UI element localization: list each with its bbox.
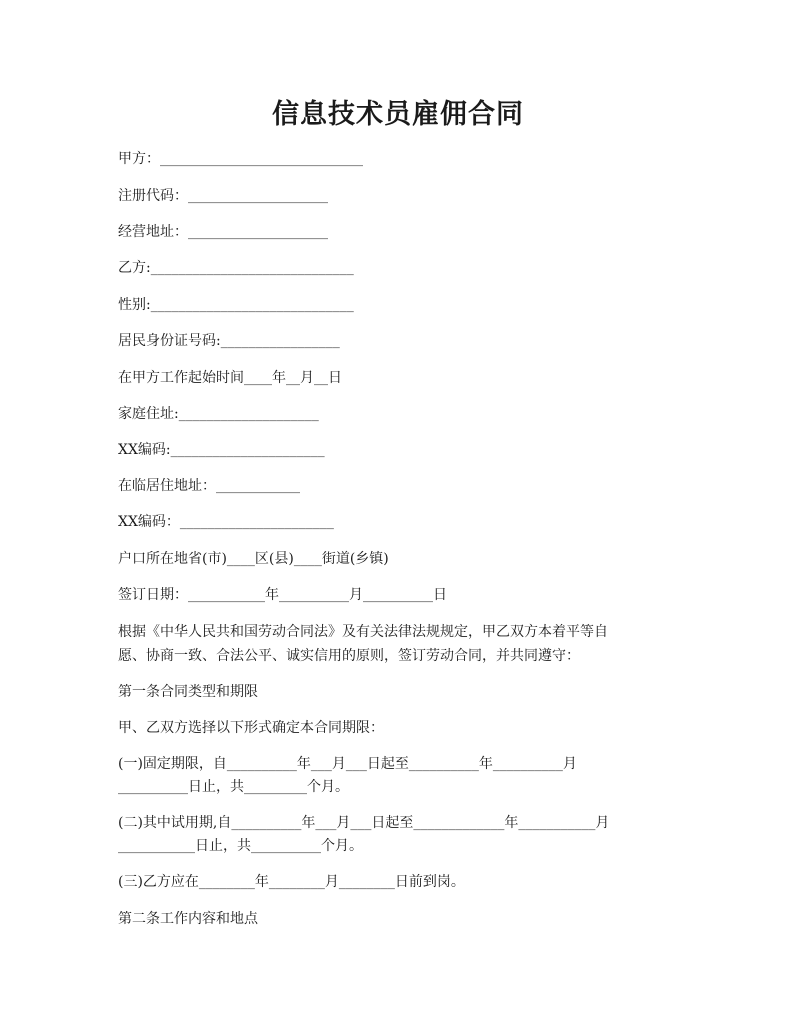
postcode-field-2: XX编码：______________________	[118, 514, 334, 530]
document-title: 信息技术员雇佣合同	[272, 99, 524, 130]
article-2-heading: 第二条工作内容和地点	[118, 911, 258, 927]
preamble-line-2: 愿、协商一致、合法公平、诚实信用的原则，签订劳动合同，并共同遵守：	[118, 648, 580, 664]
article-1-heading: 第一条合同类型和期限	[118, 684, 258, 700]
registration-code-field: 注册代码：____________________	[118, 188, 328, 204]
home-address-field: 家庭住址:____________________	[118, 406, 319, 422]
id-number-field: 居民身份证号码:_________________	[118, 333, 340, 349]
party-b-field: 乙方:_____________________________	[118, 260, 354, 276]
business-address-field: 经营地址：____________________	[118, 224, 328, 240]
article-1-item-1-line-2: __________日止，共_________个月。	[118, 779, 349, 795]
hukou-field: 户口所在地省(市)____区(县)____街道(乡镇)	[118, 551, 389, 567]
article-1-intro: 甲、乙双方选择以下形式确定本合同期限：	[118, 720, 384, 736]
article-1-item-3: (三)乙方应在________年________月________日前到岗。	[118, 874, 465, 890]
sign-date-field: 签订日期：___________年__________月__________日	[118, 587, 447, 603]
article-1-item-2-line-2: ___________日止，共__________个月。	[118, 838, 363, 854]
party-a-field: 甲方：_____________________________	[118, 151, 363, 167]
article-1-item-1-line-1: (一)固定期限，自__________年___月___日起至__________年__________月	[118, 756, 577, 772]
gender-field: 性别:_____________________________	[118, 297, 354, 313]
start-time-field: 在甲方工作起始时间____年__月__日	[118, 370, 342, 386]
temporary-address-field: 在临居住地址：____________	[118, 478, 300, 494]
preamble-line-1: 根据《中华人民共和国劳动合同法》及有关法律法规规定，甲乙双方本着平等自	[118, 624, 608, 640]
article-1-item-2-line-1: (二)其中试用期,自__________年___月___日起至_____________年___________月	[118, 815, 610, 831]
postcode-field: XX编码:______________________	[118, 442, 325, 458]
